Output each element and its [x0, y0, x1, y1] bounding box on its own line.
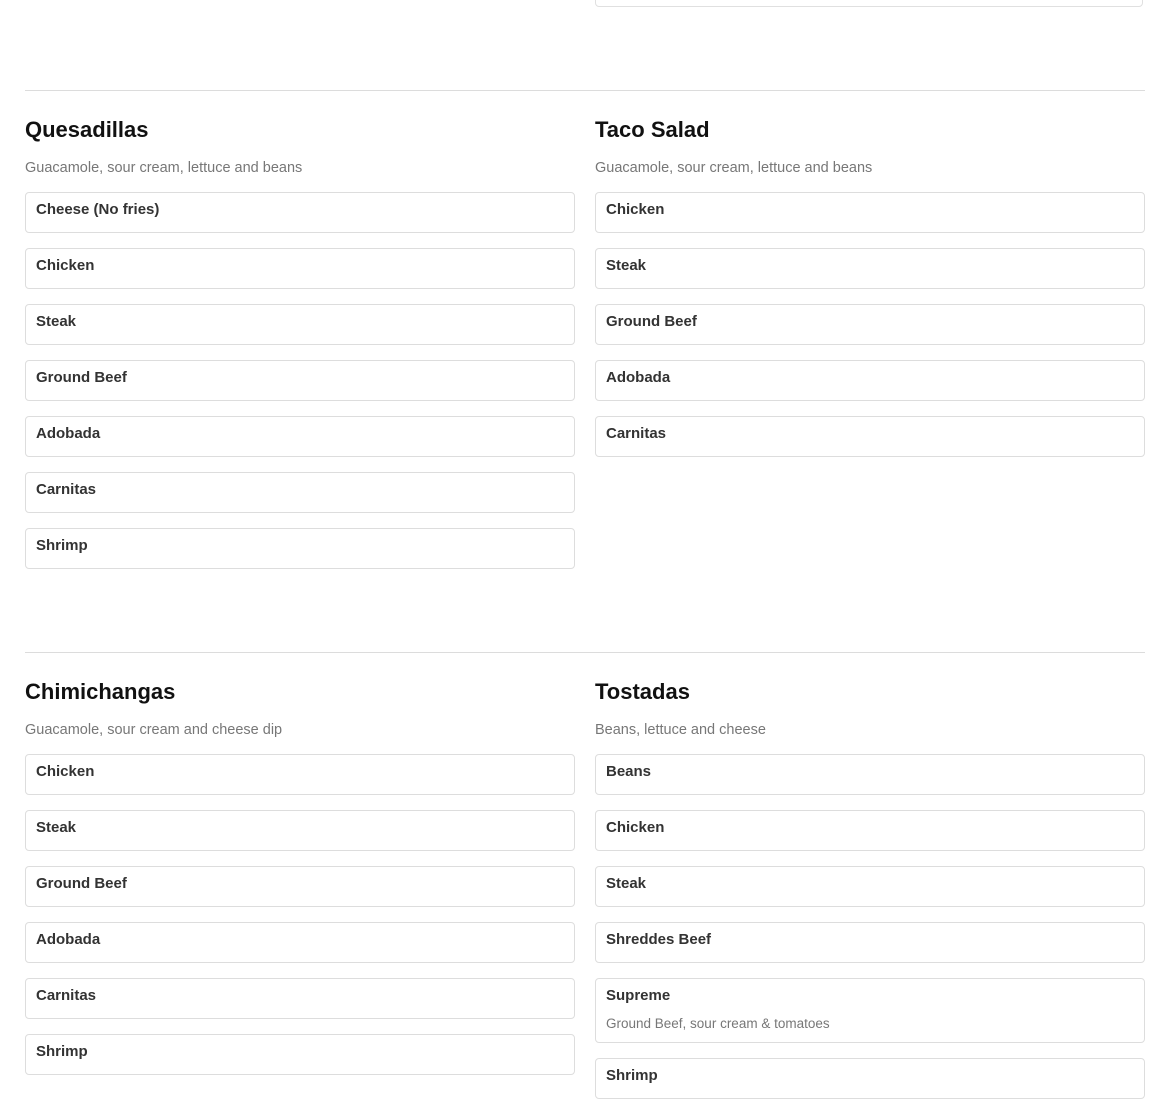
menu-item-name: Adobada: [36, 931, 101, 948]
menu-item-name: Carnitas: [606, 425, 667, 442]
menu-item-list: [595, 192, 1145, 457]
menu-item-name: Adobada: [606, 369, 671, 386]
menu-item-card[interactable]: [25, 360, 575, 401]
menu-item-card[interactable]: [595, 192, 1145, 233]
menu-item-name: Shreddes Beef: [606, 931, 712, 948]
section-divider: [25, 90, 1145, 91]
menu-item-card[interactable]: [25, 416, 575, 457]
menu-item-name: Steak: [606, 875, 647, 892]
section-divider: [25, 652, 1145, 653]
menu-item-card[interactable]: [25, 304, 575, 345]
menu-item-name: Chicken: [36, 763, 95, 780]
menu-item-card[interactable]: [25, 472, 575, 513]
menu-item-name: Shrimp: [36, 1043, 88, 1060]
menu-item-card[interactable]: [595, 978, 1145, 1043]
menu-item-card[interactable]: [25, 810, 575, 851]
menu-item-card[interactable]: [25, 528, 575, 569]
menu-item-list: [595, 754, 1145, 1099]
menu-item-name: Cheese (No fries): [36, 201, 160, 218]
section-title: Chimichangas: [25, 679, 176, 704]
menu-item-list: [25, 754, 575, 1075]
menu-item-name: Steak: [606, 257, 647, 274]
menu-section: [25, 114, 575, 584]
menu-item-card[interactable]: [595, 754, 1145, 795]
section-title: Taco Salad: [595, 117, 710, 142]
menu-item-name: Ground Beef: [606, 313, 697, 330]
menu-item-name: Supreme: [606, 987, 671, 1004]
menu-item-card[interactable]: [25, 866, 575, 907]
menu-item-name: Chicken: [606, 819, 665, 836]
menu-item-card[interactable]: [595, 0, 1143, 7]
menu-item-card[interactable]: [25, 192, 575, 233]
menu-item-name: Shrimp: [606, 1067, 658, 1084]
section-description: Beans, lettuce and cheese: [595, 722, 766, 738]
menu-item-name: Ground Beef: [36, 369, 127, 386]
menu-item-name: Shrimp: [36, 537, 88, 554]
section-description: Guacamole, sour cream and cheese dip: [25, 722, 283, 738]
menu-item-card[interactable]: [25, 922, 575, 963]
menu-item-card[interactable]: [25, 248, 575, 289]
menu-item-card[interactable]: [25, 754, 575, 795]
menu-item-card[interactable]: [25, 1034, 575, 1075]
menu-section: [595, 676, 1145, 1114]
menu-item-card[interactable]: [595, 922, 1145, 963]
menu-item-name: Carnitas: [36, 987, 97, 1004]
section-description: Guacamole, sour cream, lettuce and beans: [595, 160, 873, 176]
menu-item-name: Steak: [36, 819, 77, 836]
menu-item-description: Ground Beef, sour cream & tomatoes: [606, 1016, 830, 1031]
menu-item-name: Adobada: [36, 425, 101, 442]
section-description: Guacamole, sour cream, lettuce and beans: [25, 160, 303, 176]
menu-item-name: Beans: [606, 763, 652, 780]
menu-item-card[interactable]: [595, 248, 1145, 289]
menu-item-card[interactable]: [25, 978, 575, 1019]
menu-item-name: Ground Beef: [36, 875, 127, 892]
section-title: Tostadas: [595, 679, 690, 704]
menu-item-card[interactable]: [595, 360, 1145, 401]
menu-item-name: Chicken: [606, 201, 665, 218]
menu-item-card[interactable]: [595, 304, 1145, 345]
menu-item-card[interactable]: [595, 866, 1145, 907]
menu-item-name: Carnitas: [36, 481, 97, 498]
menu-section: [595, 114, 1145, 472]
menu-item-card[interactable]: [595, 1058, 1145, 1099]
menu-item-name: Steak: [36, 313, 77, 330]
section-title: Quesadillas: [25, 117, 149, 142]
menu-item-card[interactable]: [595, 416, 1145, 457]
menu-item-name: Chicken: [36, 257, 95, 274]
menu-item-list: [25, 192, 575, 569]
menu-item-card[interactable]: [595, 810, 1145, 851]
menu-section: [25, 676, 575, 1090]
